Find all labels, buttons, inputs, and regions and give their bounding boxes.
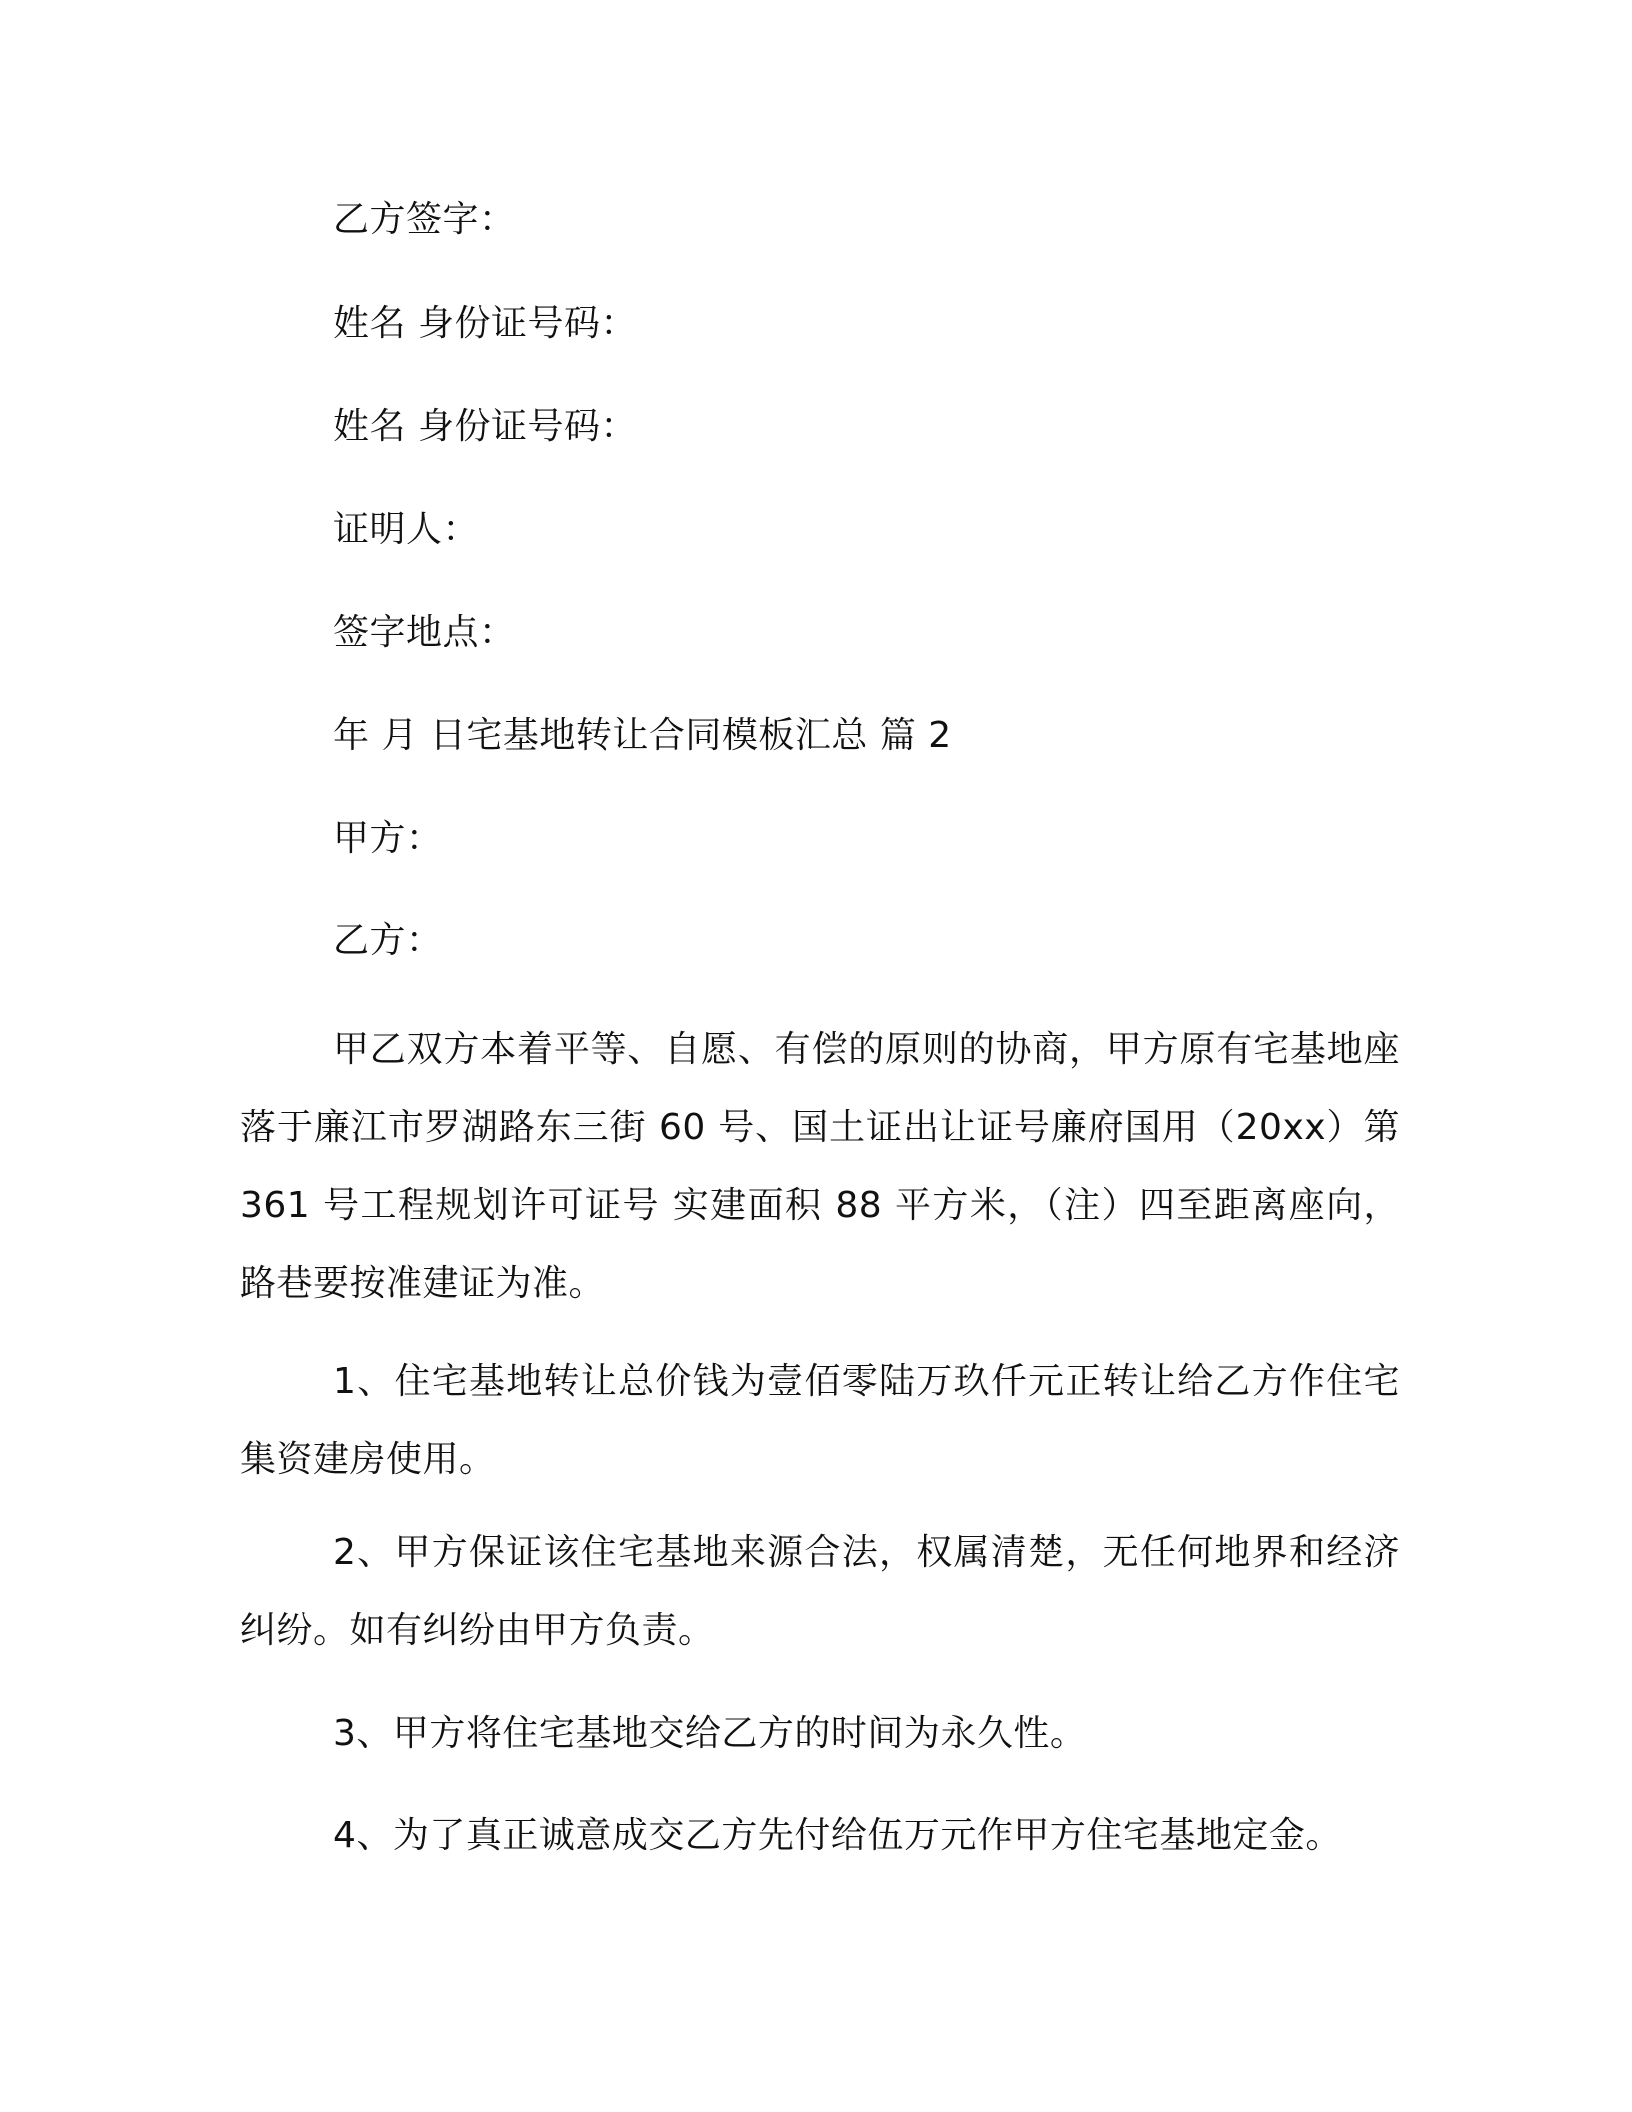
party-a-label: 甲方： [333,818,443,859]
clause-2-paragraph: 2、甲方保证该住宅基地来源合法，权属清楚，无任何地界和经济纠纷。如有纠纷由甲方负责。 [240,1532,1400,1651]
clause-3-paragraph: 3、甲方将住宅基地交给乙方的时间为永久性。 [333,1713,1087,1754]
name-id-number-label-1: 姓名 身份证号码： [333,303,637,344]
witness-label: 证明人： [333,509,480,550]
party-b-label: 乙方： [333,920,443,961]
name-id-number-label-2: 姓名 身份证号码： [333,406,637,447]
section-heading: 年 月 日宅基地转让合同模板汇总 篇 2 [333,715,952,756]
clause-1-paragraph: 1、住宅基地转让总价钱为壹佰零陆万玖仟元正转让给乙方作住宅集资建房使用。 [240,1361,1400,1480]
agreement-intro-paragraph: 甲乙双方本着平等、自愿、有偿的原则的协商，甲方原有宅基地座落于廉江市罗湖路东三街 60 号、国土证出让证号廉府国用（20xx）第 361 号工程规划许可证号 实建面积 88 平方米，（注）四至距离座向，路巷要按准建证为准。 [240,1029,1400,1304]
clause-4-paragraph: 4、为了真正诚意成交乙方先付给伍万元作甲方住宅基地定金。 [333,1815,1342,1856]
signing-location-label: 签字地点： [333,612,516,653]
party-b-signature-label: 乙方签字： [333,199,516,240]
